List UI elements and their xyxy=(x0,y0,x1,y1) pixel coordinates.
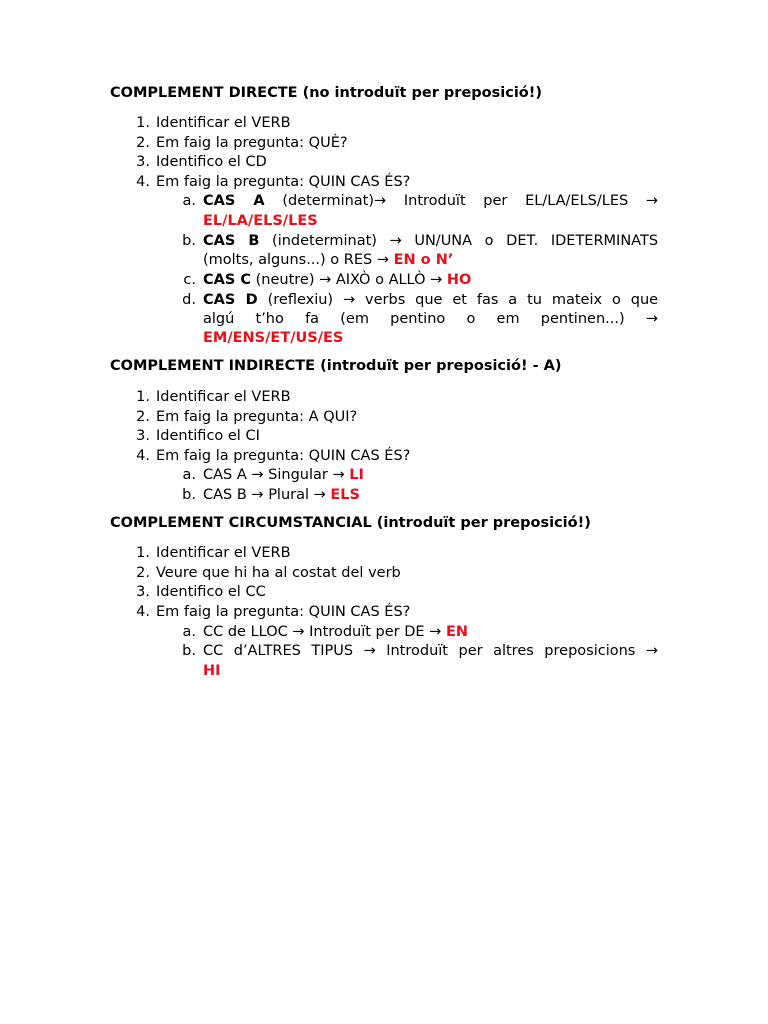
arrow-icon: → xyxy=(429,624,442,640)
case-desc: CAS B xyxy=(203,487,247,503)
list-number: 3. xyxy=(136,154,150,170)
case-desc: CAS A xyxy=(203,467,247,483)
case-answer: ELS xyxy=(330,487,360,503)
case-name: CAS B xyxy=(203,233,260,249)
arrow-icon: → xyxy=(313,487,326,503)
list-text: Em faig la pregunta: QUIN CAS ÉS? xyxy=(156,448,411,464)
list-text: Identificar el VERB xyxy=(156,115,291,131)
sub-list-letter: c. xyxy=(183,272,196,288)
case-desc: verbs que et fas a tu mateix o que xyxy=(365,292,659,308)
sub-list-text xyxy=(203,231,658,251)
case-answer: LI xyxy=(349,467,364,483)
list-text: Identifico el CC xyxy=(156,584,266,600)
arrow-icon: → xyxy=(292,624,305,640)
arrow-icon: → xyxy=(332,467,345,483)
case-desc: Introduït per EL/LA/ELS/LES xyxy=(403,193,629,209)
sub-list-text xyxy=(203,485,658,505)
case-name: CAS A xyxy=(203,193,265,209)
case-name: CAS C xyxy=(203,272,251,288)
list-number: 4. xyxy=(136,174,150,190)
heading-complement-circumstancial: COMPLEMENT CIRCUMSTANCIAL (introduït per preposició!) xyxy=(110,515,591,531)
case-answer: EM/ENS/ET/US/ES xyxy=(203,330,344,346)
list-number: 2. xyxy=(136,135,150,151)
sub-list-text xyxy=(203,309,658,329)
list-number: 1. xyxy=(136,115,150,131)
sub-list-text xyxy=(203,622,658,642)
case-desc: AIXÒ o ALLÒ xyxy=(335,272,426,288)
sub-list-text xyxy=(203,191,658,211)
list-number: 4. xyxy=(136,448,150,464)
sub-list-text xyxy=(203,641,658,661)
case-desc: Plural xyxy=(268,487,310,503)
arrow-icon: → xyxy=(645,193,659,209)
list-text: Identificar el VERB xyxy=(156,545,291,561)
case-name: CAS D xyxy=(203,292,258,308)
case-answer: HI xyxy=(203,663,221,679)
arrow-icon: → xyxy=(376,252,389,268)
list-text: Em faig la pregunta: QUÈ? xyxy=(156,135,348,151)
case-desc: (indeterminat) xyxy=(272,233,377,249)
list-number: 1. xyxy=(136,545,150,561)
case-desc: CC de LLOC xyxy=(203,624,288,640)
arrow-icon: → xyxy=(645,643,658,659)
sub-list-letter: b. xyxy=(182,233,196,249)
list-text: Em faig la pregunta: A QUI? xyxy=(156,409,358,425)
arrow-icon: → xyxy=(363,643,376,659)
list-number: 3. xyxy=(136,428,150,444)
list-text: Identifico el CI xyxy=(156,428,260,444)
case-desc: CC d’ALTRES TIPUS xyxy=(203,643,354,659)
arrow-icon: → xyxy=(251,487,264,503)
case-desc: Singular xyxy=(268,467,328,483)
arrow-icon: → xyxy=(645,311,659,327)
list-number: 3. xyxy=(136,584,150,600)
sub-list-text xyxy=(203,270,658,290)
case-answer: EN xyxy=(445,624,468,640)
case-answer: HO xyxy=(446,272,472,288)
arrow-icon: → xyxy=(389,233,402,249)
list-text: Identifico el CD xyxy=(156,154,267,170)
case-answer: EL/LA/ELS/LES xyxy=(203,213,318,229)
arrow-icon: → xyxy=(374,193,387,209)
case-desc: Introduït per altres preposicions xyxy=(386,643,636,659)
list-text: Veure que hi ha al costat del verb xyxy=(156,565,401,581)
sub-list-text xyxy=(203,290,658,310)
case-desc: (neutre) xyxy=(255,272,315,288)
case-desc: (molts, alguns...) o RES xyxy=(203,252,373,268)
list-text: Em faig la pregunta: QUIN CAS ÉS? xyxy=(156,174,411,190)
list-number: 1. xyxy=(136,389,150,405)
arrow-icon: → xyxy=(319,272,332,288)
sub-list-letter: a. xyxy=(182,624,196,640)
case-answer: EN o N’ xyxy=(393,252,454,268)
heading-complement-indirecte: COMPLEMENT INDIRECTE (introduït per preposició! - A) xyxy=(110,358,562,374)
sub-list-letter: b. xyxy=(182,487,196,503)
list-number: 2. xyxy=(136,409,150,425)
list-text: Em faig la pregunta: QUIN CAS ÉS? xyxy=(156,604,411,620)
arrow-icon: → xyxy=(342,292,356,308)
case-desc: Introduït per DE xyxy=(309,624,425,640)
case-desc: (reflexiu) xyxy=(267,292,334,308)
arrow-icon: → xyxy=(430,272,443,288)
list-number: 2. xyxy=(136,565,150,581)
sub-list-letter: a. xyxy=(182,193,196,209)
list-text: Identificar el VERB xyxy=(156,389,291,405)
case-desc: algú t’ho fa (em pentino o em pentinen...) xyxy=(203,311,625,327)
case-desc: (determinat) xyxy=(282,193,375,209)
sub-list-text xyxy=(203,465,658,485)
sub-list-letter: d. xyxy=(182,292,196,308)
list-number: 4. xyxy=(136,604,150,620)
arrow-icon: → xyxy=(251,467,264,483)
sub-list-text xyxy=(203,250,658,270)
sub-list-letter: b. xyxy=(182,643,196,659)
sub-list-letter: a. xyxy=(182,467,196,483)
heading-complement-directe: COMPLEMENT DIRECTE (no introduït per preposició!) xyxy=(110,85,542,101)
case-desc: UN/UNA o DET. IDETERMINATS xyxy=(414,233,659,249)
